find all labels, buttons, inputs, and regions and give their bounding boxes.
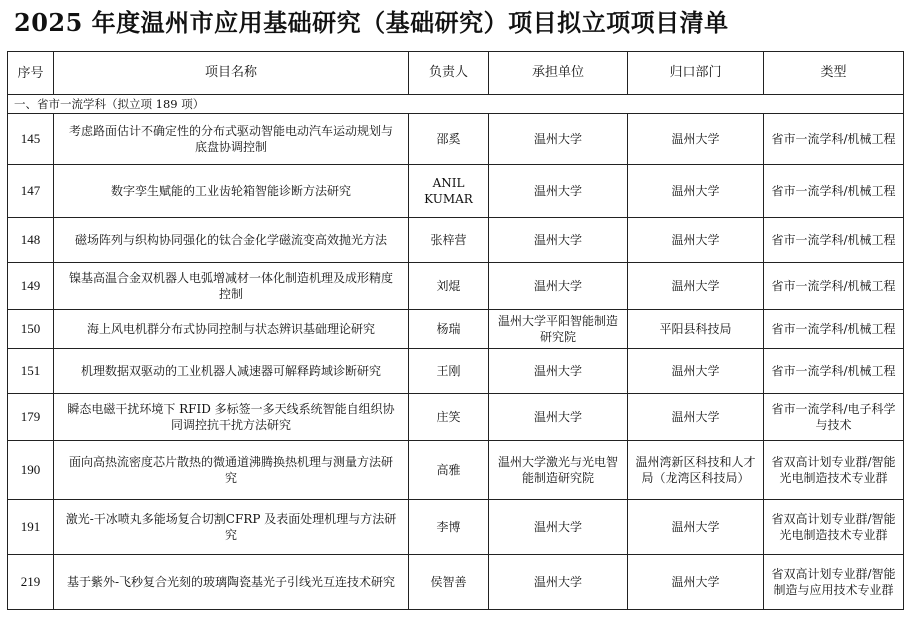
table-row	[8, 555, 904, 610]
table-row	[8, 263, 904, 310]
cell-leader: 王刚	[409, 349, 489, 394]
cell-seq: 190	[8, 441, 54, 500]
cell-unit: 温州大学	[489, 500, 628, 555]
table-row	[8, 349, 904, 394]
cell-dept: 温州大学	[628, 165, 764, 218]
cell-unit: 温州大学	[489, 165, 628, 218]
cell-type: 省市一流学科/机械工程	[764, 310, 904, 349]
table-row	[8, 441, 904, 500]
cell-seq: 179	[8, 394, 54, 441]
cell-unit: 温州大学激光与光电智能制造研究院	[489, 441, 628, 500]
cell-type: 省市一流学科/机械工程	[764, 263, 904, 310]
header-dept: 归口部门	[628, 52, 764, 95]
cell-name: 基于紫外-飞秒复合光刻的玻璃陶瓷基光子引线光互连技术研究	[54, 555, 409, 610]
cell-leader: 高雅	[409, 441, 489, 500]
cell-type: 省双高计划专业群/智能光电制造技术专业群	[764, 500, 904, 555]
cell-dept: 温州大学	[628, 394, 764, 441]
cell-leader: ANIL KUMAR	[409, 165, 489, 218]
cell-unit: 温州大学	[489, 555, 628, 610]
table-row	[8, 165, 904, 218]
header-unit: 承担单位	[489, 52, 628, 95]
cell-dept: 温州大学	[628, 555, 764, 610]
cell-seq: 219	[8, 555, 54, 610]
cell-leader: 侯智善	[409, 555, 489, 610]
cell-name: 面向高热流密度芯片散热的微通道沸腾换热机理与测量方法研究	[54, 441, 409, 500]
cell-leader: 刘焜	[409, 263, 489, 310]
cell-leader: 李博	[409, 500, 489, 555]
cell-dept: 温州大学	[628, 349, 764, 394]
cell-leader: 庄笑	[409, 394, 489, 441]
cell-unit: 温州大学平阳智能制造研究院	[489, 310, 628, 349]
cell-seq: 151	[8, 349, 54, 394]
header-type: 类型	[764, 52, 904, 95]
cell-seq: 150	[8, 310, 54, 349]
cell-name: 海上风电机群分布式协同控制与状态辨识基础理论研究	[54, 310, 409, 349]
cell-name: 镍基高温合金双机器人电弧增减材一体化制造机理及成形精度控制	[54, 263, 409, 310]
cell-unit: 温州大学	[489, 349, 628, 394]
table-row	[8, 114, 904, 165]
cell-seq: 148	[8, 218, 54, 263]
table-row	[8, 500, 904, 555]
cell-leader: 邵奚	[409, 114, 489, 165]
cell-unit: 温州大学	[489, 263, 628, 310]
table-row	[8, 310, 904, 349]
cell-name: 激光-干冰喷丸多能场复合切割CFRP 及表面处理机理与方法研究	[54, 500, 409, 555]
cell-type: 省市一流学科/机械工程	[764, 165, 904, 218]
cell-seq: 147	[8, 165, 54, 218]
cell-type: 省市一流学科/机械工程	[764, 349, 904, 394]
cell-seq: 191	[8, 500, 54, 555]
table-row	[8, 218, 904, 263]
section-row	[8, 95, 904, 114]
cell-leader: 杨瑞	[409, 310, 489, 349]
cell-name: 瞬态电磁干扰环境下 RFID 多标签一多天线系统智能自组织协同调控抗干扰方法研究	[54, 394, 409, 441]
cell-name: 考虑路面估计不确定性的分布式驱动智能电动汽车运动规划与底盘协调控制	[54, 114, 409, 165]
cell-unit: 温州大学	[489, 218, 628, 263]
cell-dept: 平阳县科技局	[628, 310, 764, 349]
cell-name: 机理数据双驱动的工业机器人减速器可解释跨域诊断研究	[54, 349, 409, 394]
header-seq: 序号	[8, 52, 54, 95]
header-leader: 负责人	[409, 52, 489, 95]
table-header-row	[8, 52, 904, 95]
table-row	[8, 394, 904, 441]
cell-type: 省市一流学科/机械工程	[764, 114, 904, 165]
project-table	[7, 51, 904, 610]
cell-type: 省市一流学科/电子科学与技术	[764, 394, 904, 441]
cell-unit: 温州大学	[489, 114, 628, 165]
cell-dept: 温州大学	[628, 500, 764, 555]
cell-seq: 149	[8, 263, 54, 310]
cell-type: 省双高计划专业群/智能制造与应用技术专业群	[764, 555, 904, 610]
cell-unit: 温州大学	[489, 394, 628, 441]
cell-dept: 温州大学	[628, 263, 764, 310]
cell-type: 省市一流学科/机械工程	[764, 218, 904, 263]
cell-type: 省双高计划专业群/智能光电制造技术专业群	[764, 441, 904, 500]
cell-dept: 温州湾新区科技和人才局（龙湾区科技局）	[628, 441, 764, 500]
cell-leader: 张梓营	[409, 218, 489, 263]
section-title: 一、省市一流学科（拟立项 189 项）	[8, 95, 904, 114]
page-title: 2025 年度温州市应用基础研究（基础研究）项目拟立项项目清单	[14, 8, 729, 37]
cell-seq: 145	[8, 114, 54, 165]
cell-name: 磁场阵列与织构协同强化的钛合金化学磁流变高效抛光方法	[54, 218, 409, 263]
cell-name: 数字孪生赋能的工业齿轮箱智能诊断方法研究	[54, 165, 409, 218]
cell-dept: 温州大学	[628, 218, 764, 263]
header-name: 项目名称	[54, 52, 409, 95]
cell-dept: 温州大学	[628, 114, 764, 165]
